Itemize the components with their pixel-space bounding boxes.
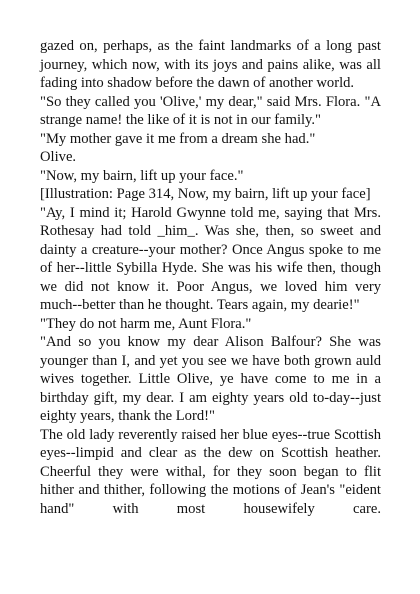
paragraph: "Ay, I mind it; Harold Gwynne told me, saying that Mrs. Rothesay had told _him_. Was she, then, so sweet and dainty a creature--your mother? Once Angus spoke to me of her--little Sybilla Hyde. She was his wife then, though we did not know it. Poor Angus, we loved him very much--better than he thought. Tears again, my dearie!" xyxy=(40,204,381,313)
paragraph: "Now, my bairn, lift up your face." xyxy=(40,167,244,184)
paragraph: The old lady reverently raised her blue eyes--true Scottish eyes--limpid and clear as the dew on Scottish heather. Cheerful they were withal, for they soon began to flit hither and thither, following the motions of Jean's "eident hand" with most housewifely care. xyxy=(40,426,381,517)
paragraph: "My mother gave it me from a dream she had." xyxy=(40,130,316,147)
paragraph: "So they called you 'Olive,' my dear," said Mrs. Flora. "A strange name! the like of it is not in our family." xyxy=(40,93,381,128)
illustration-caption: [Illustration: Page 314, Now, my bairn, lift up your face] xyxy=(40,186,371,202)
page-text xyxy=(40,37,381,518)
paragraph: "And so you know my dear Alison Balfour? She was younger than I, and yet you see we have both grown auld wives together. Little Olive, ye have come to me in a birthday gift, my dear. I am eighty years old to-day--just eighty years, thank the Lord!" xyxy=(40,334,381,424)
paragraph: Olive. xyxy=(40,149,77,165)
paragraph: gazed on, perhaps, as the faint landmarks of a long past journey, which now, with its joys and pains alike, was all fading into shadow before the dawn of another world. xyxy=(40,38,381,91)
paragraph: "They do not harm me, Aunt Flora." xyxy=(40,315,252,332)
